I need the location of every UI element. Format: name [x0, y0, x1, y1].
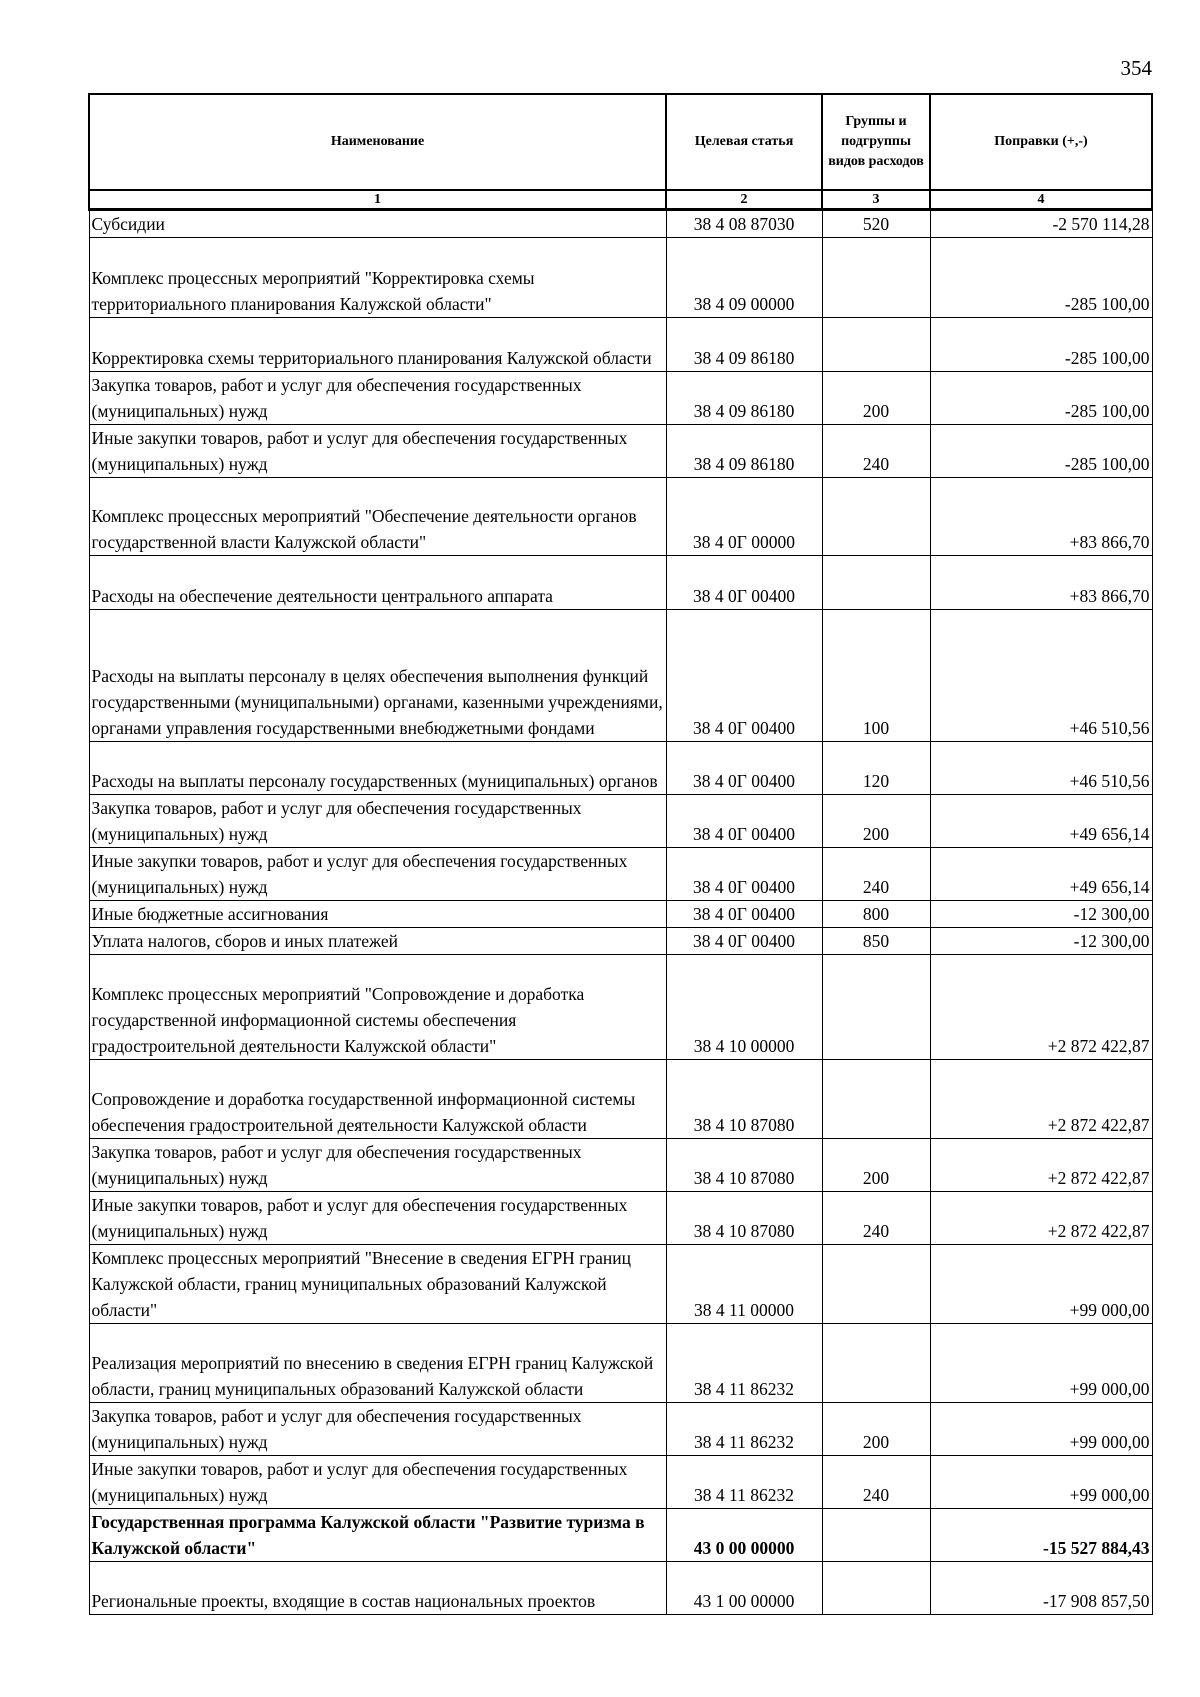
row-target-article: 38 4 09 86180 [666, 372, 822, 425]
budget-amendments-table [88, 93, 1153, 1615]
row-amendment: +2 872 422,87 [930, 1060, 1152, 1139]
header-expense-groups: Группы и подгруппы видов расходов [822, 94, 930, 190]
row-target-article: 38 4 11 86232 [666, 1456, 822, 1509]
row-target-article: 43 1 00 00000 [666, 1562, 822, 1615]
table-row [89, 238, 1152, 318]
row-target-article: 38 4 08 87030 [666, 210, 822, 238]
table-row [89, 610, 1152, 742]
row-name: Корректировка схемы территориального планирования Калужской области [89, 318, 666, 372]
row-name: Комплекс процессных мероприятий "Корректировка схемы территориального планирования Калужской области" [89, 238, 666, 318]
table-row [89, 1324, 1152, 1403]
table-row [89, 210, 1152, 238]
column-number-2: 2 [666, 190, 822, 210]
row-name: Расходы на выплаты персоналу в целях обеспечения выполнения функций государственными (муниципальными) органами, казенными учреждениями, органами управления государственными внебюджетными фондами [89, 610, 666, 742]
table-row [89, 425, 1152, 478]
row-expense-group: 240 [822, 1192, 930, 1245]
row-expense-group: 200 [822, 795, 930, 848]
row-expense-group: 240 [822, 848, 930, 901]
row-expense-group: 100 [822, 610, 930, 742]
header-amendments: Поправки (+,-) [930, 94, 1152, 190]
row-target-article: 38 4 0Г 00400 [666, 610, 822, 742]
row-name: Иные закупки товаров, работ и услуг для обеспечения государственных (муниципальных) нужд [89, 1456, 666, 1509]
row-amendment: -2 570 114,28 [930, 210, 1152, 238]
row-name: Региональные проекты, входящие в состав национальных проектов [89, 1562, 666, 1615]
row-amendment: +2 872 422,87 [930, 1139, 1152, 1192]
row-expense-group: 200 [822, 1139, 930, 1192]
table-row [89, 1139, 1152, 1192]
row-expense-group [822, 955, 930, 1060]
row-expense-group [822, 238, 930, 318]
row-name: Расходы на выплаты персоналу государственных (муниципальных) органов [89, 742, 666, 795]
row-amendment: +2 872 422,87 [930, 955, 1152, 1060]
row-target-article: 38 4 0Г 00400 [666, 795, 822, 848]
row-expense-group [822, 556, 930, 610]
row-amendment: -15 527 884,43 [930, 1509, 1152, 1562]
row-amendment: +99 000,00 [930, 1245, 1152, 1324]
row-name: Закупка товаров, работ и услуг для обеспечения государственных (муниципальных) нужд [89, 1403, 666, 1456]
table-row [89, 1562, 1152, 1615]
row-name: Иные закупки товаров, работ и услуг для обеспечения государственных (муниципальных) нужд [89, 848, 666, 901]
row-name: Государственная программа Калужской области "Развитие туризма в Калужской области" [89, 1509, 666, 1562]
header-target-article: Целевая статья [666, 94, 822, 190]
row-name: Закупка товаров, работ и услуг для обеспечения государственных (муниципальных) нужд [89, 795, 666, 848]
table-row [89, 556, 1152, 610]
row-expense-group: 800 [822, 901, 930, 928]
row-expense-group: 120 [822, 742, 930, 795]
row-target-article: 38 4 11 00000 [666, 1245, 822, 1324]
row-name: Уплата налогов, сборов и иных платежей [89, 928, 666, 955]
row-amendment: -12 300,00 [930, 928, 1152, 955]
column-number-3: 3 [822, 190, 930, 210]
row-amendment: +46 510,56 [930, 742, 1152, 795]
row-amendment: +49 656,14 [930, 848, 1152, 901]
row-expense-group [822, 478, 930, 556]
row-expense-group [822, 318, 930, 372]
row-expense-group: 240 [822, 1456, 930, 1509]
row-name: Закупка товаров, работ и услуг для обеспечения государственных (муниципальных) нужд [89, 372, 666, 425]
row-target-article: 38 4 09 86180 [666, 318, 822, 372]
table-row [89, 901, 1152, 928]
table-row [89, 742, 1152, 795]
row-target-article: 38 4 10 87080 [666, 1192, 822, 1245]
row-expense-group: 200 [822, 372, 930, 425]
row-amendment: -285 100,00 [930, 425, 1152, 478]
row-target-article: 38 4 10 00000 [666, 955, 822, 1060]
row-amendment: -12 300,00 [930, 901, 1152, 928]
row-target-article: 38 4 11 86232 [666, 1324, 822, 1403]
row-target-article: 38 4 0Г 00400 [666, 556, 822, 610]
row-name: Реализация мероприятий по внесению в сведения ЕГРН границ Калужской области, границ муниципальных образований Калужской области [89, 1324, 666, 1403]
row-target-article: 38 4 0Г 00400 [666, 928, 822, 955]
row-name: Иные бюджетные ассигнования [89, 901, 666, 928]
row-target-article: 38 4 09 86180 [666, 425, 822, 478]
row-expense-group: 850 [822, 928, 930, 955]
row-target-article: 38 4 0Г 00400 [666, 848, 822, 901]
row-expense-group [822, 1324, 930, 1403]
row-target-article: 38 4 09 00000 [666, 238, 822, 318]
row-name: Комплекс процессных мероприятий "Внесение в сведения ЕГРН границ Калужской области, границ муниципальных образований Калужской области" [89, 1245, 666, 1324]
column-number-4: 4 [930, 190, 1152, 210]
row-expense-group: 520 [822, 210, 930, 238]
row-target-article: 38 4 10 87080 [666, 1139, 822, 1192]
row-expense-group [822, 1245, 930, 1324]
row-target-article: 43 0 00 00000 [666, 1509, 822, 1562]
table-row [89, 1192, 1152, 1245]
page-number: 354 [1120, 56, 1152, 80]
row-amendment: +99 000,00 [930, 1403, 1152, 1456]
column-number-1: 1 [89, 190, 666, 210]
table-row [89, 318, 1152, 372]
table-row [89, 848, 1152, 901]
table-row [89, 955, 1152, 1060]
row-target-article: 38 4 0Г 00000 [666, 478, 822, 556]
column-number-row [89, 190, 1152, 210]
row-amendment: +2 872 422,87 [930, 1192, 1152, 1245]
row-name: Иные закупки товаров, работ и услуг для обеспечения государственных (муниципальных) нужд [89, 425, 666, 478]
row-amendment: +99 000,00 [930, 1456, 1152, 1509]
row-expense-group [822, 1509, 930, 1562]
row-amendment: +83 866,70 [930, 556, 1152, 610]
table-row [89, 478, 1152, 556]
row-target-article: 38 4 0Г 00400 [666, 742, 822, 795]
row-name: Комплекс процессных мероприятий "Обеспечение деятельности органов государственной власти Калужской области" [89, 478, 666, 556]
row-expense-group [822, 1562, 930, 1615]
row-amendment: -17 908 857,50 [930, 1562, 1152, 1615]
row-target-article: 38 4 11 86232 [666, 1403, 822, 1456]
table-row [89, 1456, 1152, 1509]
table-row [89, 1403, 1152, 1456]
row-amendment: +83 866,70 [930, 478, 1152, 556]
header-name: Наименование [89, 94, 666, 190]
row-amendment: -285 100,00 [930, 238, 1152, 318]
row-name: Субсидии [89, 210, 666, 238]
row-amendment: +46 510,56 [930, 610, 1152, 742]
row-name: Закупка товаров, работ и услуг для обеспечения государственных (муниципальных) нужд [89, 1139, 666, 1192]
table-row [89, 795, 1152, 848]
table-row [89, 928, 1152, 955]
row-amendment: +49 656,14 [930, 795, 1152, 848]
row-expense-group [822, 1060, 930, 1139]
row-target-article: 38 4 0Г 00400 [666, 901, 822, 928]
table-row [89, 1245, 1152, 1324]
row-name: Сопровождение и доработка государственной информационной системы обеспечения градостроительной деятельности Калужской области [89, 1060, 666, 1139]
table-body [89, 210, 1152, 1615]
table-row [89, 1060, 1152, 1139]
row-expense-group: 200 [822, 1403, 930, 1456]
row-amendment: -285 100,00 [930, 372, 1152, 425]
row-name: Иные закупки товаров, работ и услуг для обеспечения государственных (муниципальных) нужд [89, 1192, 666, 1245]
table-header [89, 94, 1152, 210]
row-expense-group: 240 [822, 425, 930, 478]
row-name: Расходы на обеспечение деятельности центрального аппарата [89, 556, 666, 610]
table-row [89, 1509, 1152, 1562]
row-amendment: +99 000,00 [930, 1324, 1152, 1403]
row-target-article: 38 4 10 87080 [666, 1060, 822, 1139]
row-name: Комплекс процессных мероприятий "Сопровождение и доработка государственной информационной системы обеспечения градостроительной деятельности Калужской области" [89, 955, 666, 1060]
table-row [89, 372, 1152, 425]
row-amendment: -285 100,00 [930, 318, 1152, 372]
